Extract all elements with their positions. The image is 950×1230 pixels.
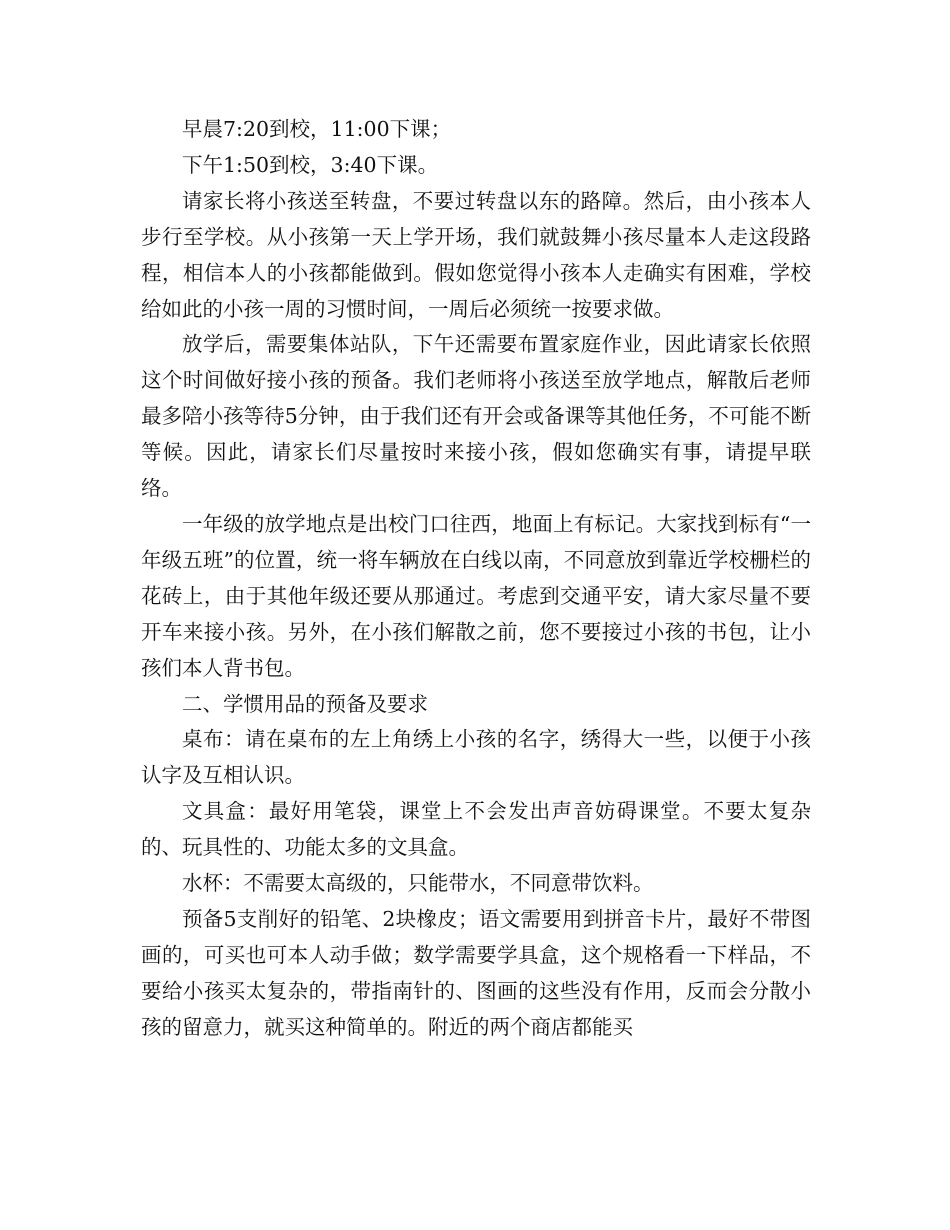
paragraph-stationery: 预备5支削好的铅笔、2块橡皮；语文需要用到拼音卡片，最好不带图画的，可买也可本人动手做；数学需要学具盒，这个规格看一下样品，不要给小孩买太复杂的，带指南针的、图画的这些没有作用，反而会分散小孩的留意力，就买这种简单的。附近的两个商店都能买	[141, 906, 811, 1039]
paragraph-arrival-afternoon: 下午1:50到校，3:40下课。	[182, 152, 439, 177]
paragraph-arrival-morning: 早晨7:20到校，11:00下课；	[182, 117, 452, 141]
paragraph-tablecloth: 桌布：请在桌布的左上角绣上小孩的名字，绣得大一些，以便于小孩认字及互相认识。	[141, 727, 811, 788]
paragraph-pencil-case: 文具盒：最好用笔袋，课堂上不会发出声音妨碍课堂。不要太复杂的、玩具性的、功能太多的文具盒。	[141, 799, 811, 860]
paragraph-drop-off: 请家长将小孩送至转盘，不要过转盘以东的路障。然后，由小孩本人步行至学校。从小孩第一天上学开场，我们就鼓舞小孩尽量本人走这段路程，相信本人的小孩都能做到。假如您觉得小孩本人走确实有困难，学校给如此的小孩一周的习惯时间，一周后必须统一按要求做。	[141, 188, 811, 321]
paragraph-dismissal-location: 一年级的放学地点是出校门口往西，地面上有标记。大家找到标有“一年级五班”的位置，统一将车辆放在白线以南，不同意放到靠近学校栅栏的花砖上，由于其他年级还要从那通过。考虑到交通平安，请大家尽量不要开车来接小孩。另外，在小孩们解散之前，您不要接过小孩的书包，让小孩们本人背书包。	[141, 511, 811, 680]
section-heading-supplies: 二、学惯用品的预备及要求	[182, 691, 428, 716]
paragraph-water-cup: 水杯：不需要太高级的，只能带水，不同意带饮料。	[182, 871, 654, 896]
paragraph-pick-up: 放学后，需要集体站队，下午还需要布置家庭作业，因此请家长依照这个时间做好接小孩的预备。我们老师将小孩送至放学地点，解散后老师最多陪小孩等待5分钟，由于我们还有开会或备课等其他任务，不可能不断等候。因此，请家长们尽量按时来接小孩，假如您确实有事，请提早联络。	[141, 332, 811, 501]
document-body	[141, 112, 811, 1046]
